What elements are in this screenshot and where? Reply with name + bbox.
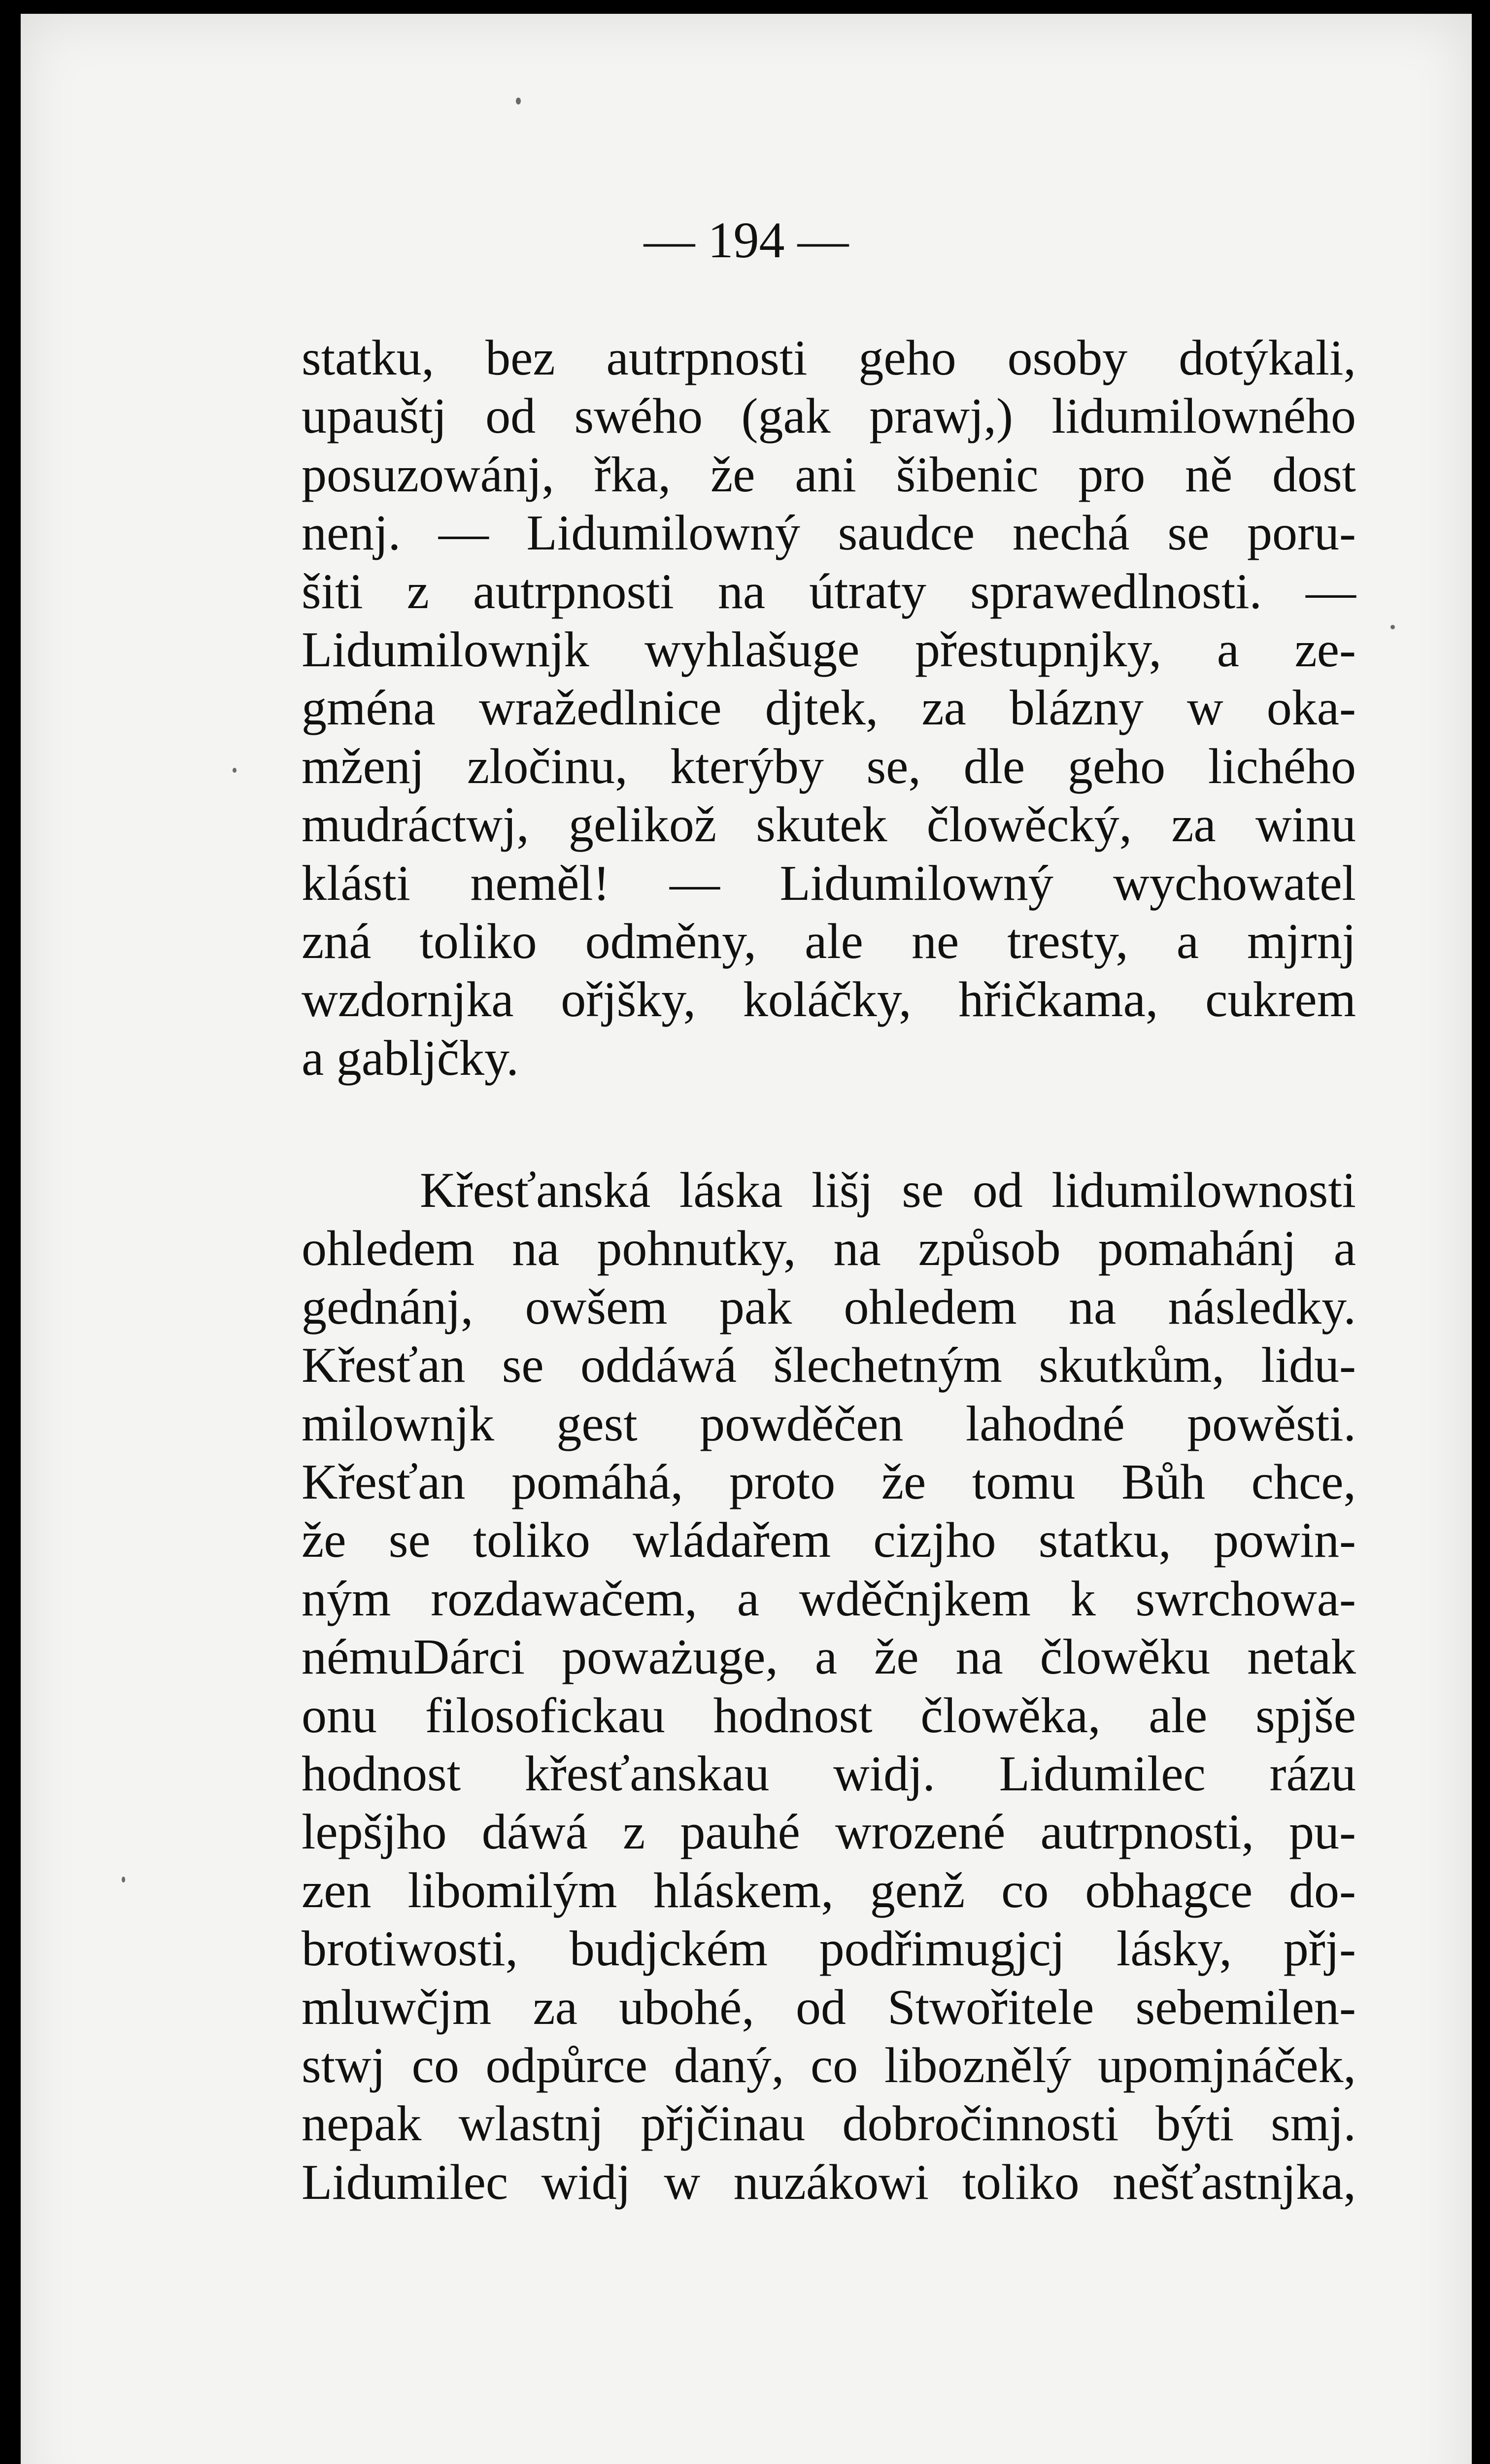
text-line: milownjk gest powděčen lahodné powěsti. bbox=[302, 1396, 1356, 1452]
ink-speck bbox=[233, 768, 237, 773]
text-line: ným rozdawačem, a wděčnjkem k swrchowa- bbox=[302, 1571, 1356, 1627]
text-line: mudráctwj, gelikož skutek člowěcký, za winu bbox=[302, 797, 1356, 853]
text-line: upauštj od swého (gak prawj,) lidumilowného bbox=[302, 388, 1356, 445]
text-line: stwj co odpůrce daný, co liboznělý upomjnáček, bbox=[302, 2037, 1356, 2093]
text-line: Křesťan pomáhá, proto že tomu Bůh chce, bbox=[302, 1454, 1356, 1510]
paragraph-2 bbox=[302, 1162, 1356, 2212]
text-line: Křesťanská láska lišj se od lidumilownosti bbox=[420, 1163, 1356, 1219]
text-line: posuzowánj, řka, že ani šibenic pro ně dost bbox=[302, 446, 1356, 503]
paragraph-gap bbox=[302, 1088, 1356, 1162]
ink-speck bbox=[1390, 625, 1395, 629]
text-line: lepšjho dáwá z pauhé wrozené autrpnosti, pu- bbox=[302, 1804, 1356, 1860]
text-line: statku, bez autrpnosti geho osoby dotýkali, bbox=[302, 330, 1356, 386]
text-line: wzdornjka ořjšky, koláčky, hřičkama, cukrem bbox=[302, 972, 1356, 1028]
ink-speck bbox=[122, 1877, 125, 1882]
text-line: mženj zločinu, kterýby se, dle geho lichého bbox=[302, 738, 1356, 794]
ink-speck bbox=[516, 98, 521, 104]
book-page bbox=[21, 14, 1472, 2464]
text-line: mluwčjm za ubohé, od Stwořitele sebemilen- bbox=[302, 1979, 1356, 2035]
page-number: — 194 — bbox=[643, 212, 849, 269]
text-line: Křesťan se oddáwá šlechetným skutkům, lidu- bbox=[302, 1337, 1356, 1394]
text-line: že se toliko wládařem cizjho statku, powin- bbox=[302, 1512, 1356, 1569]
text-line: Lidumilec widj w nuzákowi toliko nešťastnjka, bbox=[302, 2154, 1356, 2210]
text-line: zná toliko odměny, ale ne tresty, a mjrnj bbox=[302, 913, 1356, 969]
text-line: nenj. — Lidumilowný saudce nechá se poru- bbox=[302, 505, 1356, 561]
text-line: hodnost křesťanskau widj. Lidumilec rázu bbox=[302, 1745, 1356, 1802]
text-line: némuDárci poważuge, a že na člowěku netak bbox=[302, 1629, 1356, 1685]
text-line: ohledem na pohnutky, na způsob pomahánj a bbox=[302, 1221, 1356, 1277]
text-line: gednánj, owšem pak ohledem na následky. bbox=[302, 1279, 1356, 1335]
text-line: a gabljčky. bbox=[302, 1030, 519, 1086]
text-line: onu filosofickau hodnost člowěka, ale spjše bbox=[302, 1687, 1356, 1744]
text-line: Lidumilownjk wyhlašuge přestupnjky, a ze- bbox=[302, 621, 1356, 678]
text-line: nepak wlastnj přjčinau dobročinnosti býti smj. bbox=[302, 2096, 1356, 2152]
text-line: brotiwosti, budjckém podřimugjcj lásky, přj- bbox=[302, 1921, 1356, 1977]
text-line: šiti z autrpnosti na útraty sprawedlnosti. — bbox=[302, 563, 1356, 619]
text-line: zen libomilým hláskem, genž co obhagce do- bbox=[302, 1862, 1356, 1918]
paragraph-1 bbox=[302, 329, 1356, 1088]
body-text bbox=[302, 329, 1356, 2212]
text-line: gména wražedlnice djtek, za blázny w oka- bbox=[302, 680, 1356, 736]
text-line: klásti neměl! — Lidumilowný wychowatel bbox=[302, 855, 1356, 911]
